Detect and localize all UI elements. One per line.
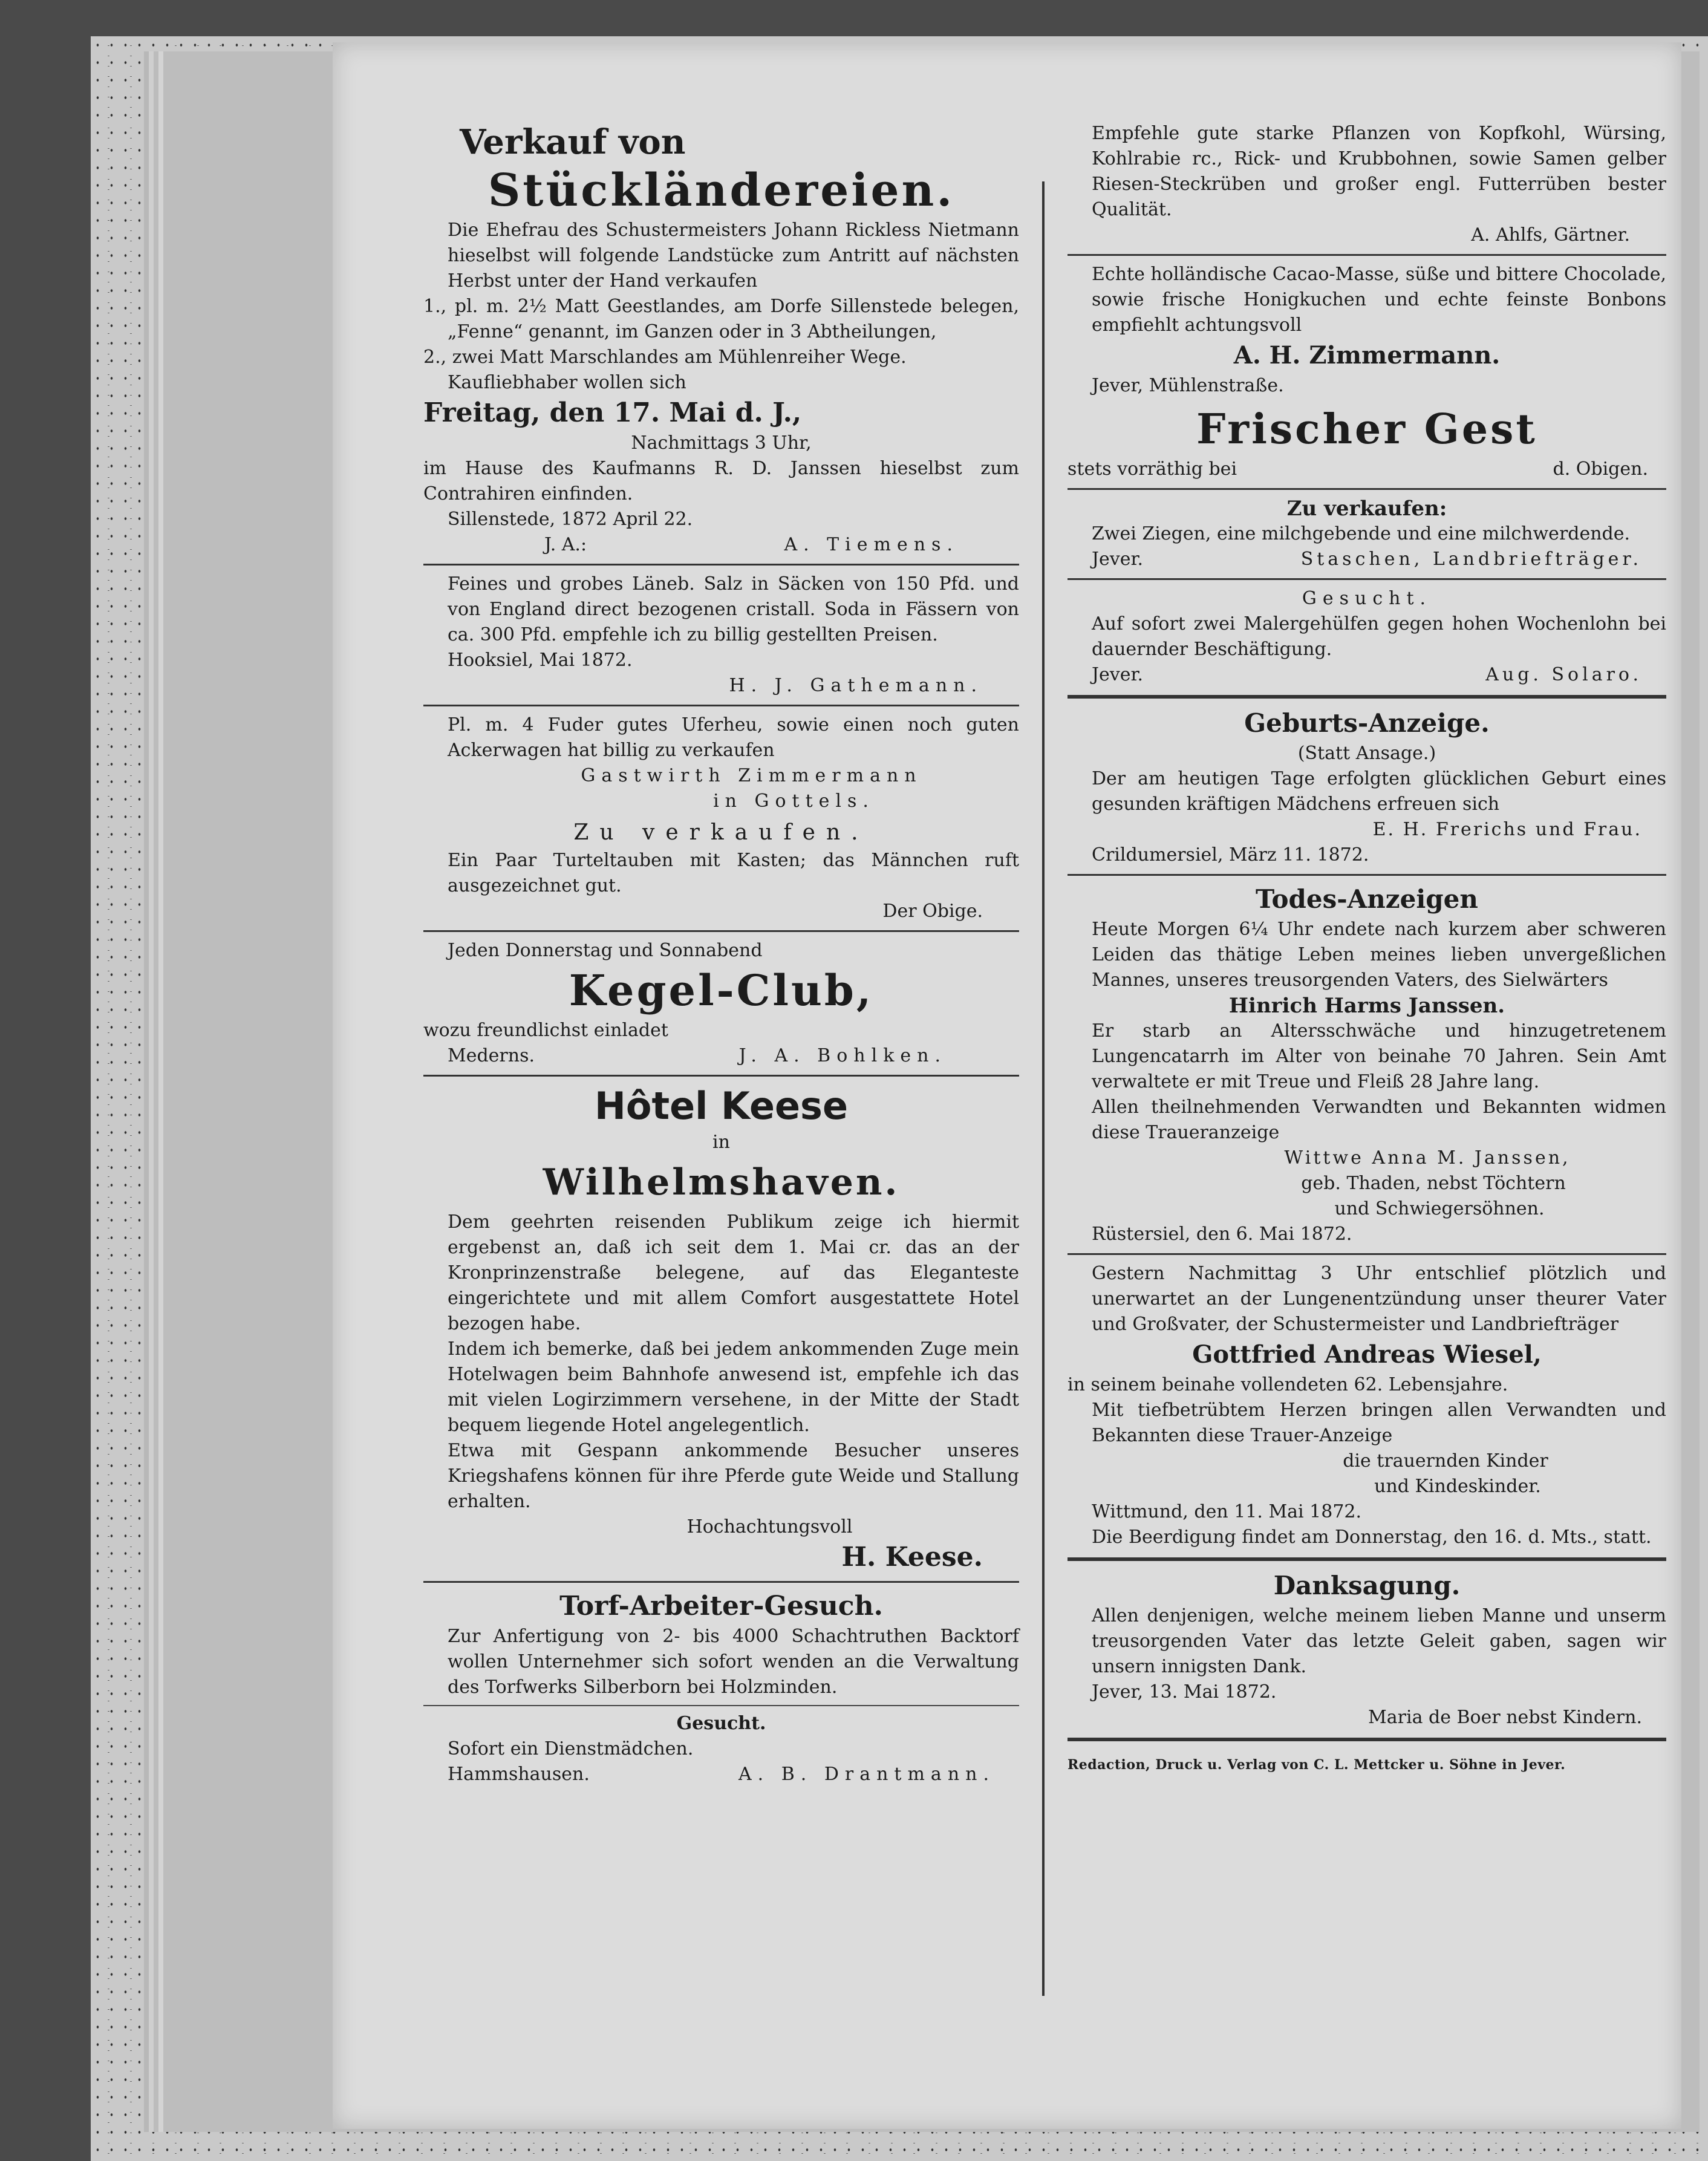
ad-todes-anzeige-janssen [1068,882,1666,1247]
sign-left: Mederns. [448,1045,535,1066]
ad-signature [1068,662,1666,688]
ad-kegel-club [423,938,1019,1069]
ad-closing: Hochachtungsvoll [686,1516,853,1537]
ad-signature-2: und Kindeskinder. [1374,1476,1541,1497]
ad-title: Gesucht. [676,1713,766,1734]
ad-cacao [1068,262,1666,399]
rule [423,705,1019,706]
rule [423,1075,1019,1077]
ad-body: Der am heutigen Tage erfolgten glücklichen Geburt eines gesunden kräftigen Mädchens erfreuen sich [1092,768,1666,815]
ad-place: im Hause des Kaufmanns R. D. Janssen hieselbst zum Contrahiren einfinden. [423,458,1019,504]
ad-signature [423,532,1019,558]
ad-headline: Geburts-Anzeige. [1244,708,1490,738]
ad-body: Ein Paar Turteltauben mit Kasten; das Männchen ruft ausgezeichnet gut. [448,850,1019,896]
ad-paragraph-1: Gestern Nachmittag 3 Uhr entschlief plötzlich und unerwartet an der Lungenentzündung unser theurer Vater und Großvater, der Schustermeister und Landbriefträger [1092,1263,1666,1335]
ad-pflanzen [1068,121,1666,248]
imprint-footer: Redaction, Druck u. Verlag von C. L. Mettcker u. Söhne in Jever. [1068,1757,1566,1773]
ad-dienstmaedchen [423,1711,1019,1787]
rule [1068,254,1666,256]
ad-body: Zwei Ziegen, eine milchgebende und eine milchwerdende. [1092,523,1631,544]
ad-title: Verkauf von [460,122,686,162]
sign-left: Jever. [1092,549,1144,570]
ad-signature-3: und Schwiegersöhnen. [1334,1198,1545,1219]
ad-paragraph-1: Heute Morgen 6¼ Uhr endete nach kurzem aber schweren Leiden das thätige Leben meines lieben unvergeßlichen Mannes, unseres treusorgenden Vaters, des Sielwärters [1092,919,1666,991]
ad-headline: Frischer Gest [1196,405,1537,454]
ad-signature-2: in Gottels. [713,790,875,812]
ad-city: Wilhelmshaven. [543,1161,900,1204]
ad-headline: Danksagung. [1273,1571,1461,1600]
rule [423,930,1019,932]
rule [1068,1253,1666,1255]
ad-signature [423,1043,1019,1069]
ad-headline: Hôtel Keese [594,1084,848,1128]
ad-headline: Stückländereien. [487,165,955,217]
rule [1068,695,1666,699]
ad-paragraph-1: Dem geehrten reisenden Publikum zeige ich hiermit ergebenst an, daß ich seit dem 1. Mai cr. das an der Kronprinzenstraße belegene, auf das Eleganteste eingerichtete und mit allem Comfort ausgestattete Hotel bezogen habe. [448,1211,1019,1334]
ad-kauf: Kaufliebhaber wollen sich [448,372,686,393]
ad-paragraph-3: Etwa mit Gespann ankommende Besucher unseres Kriegshafens können für ihre Pferde gute Weide und Stallung erhalten. [448,1440,1019,1512]
ad-title: Zu verkaufen: [1286,497,1447,521]
ad-signature: Maria de Boer nebst Kindern. [1368,1707,1642,1728]
ad-signature-1: die trauernden Kinder [1343,1450,1548,1472]
ad-malergehuelfen [1068,586,1666,688]
ad-signature: A. H. Zimmermann. [1233,341,1501,370]
ad-signature-1: Wittwe Anna M. Janssen, [1284,1147,1571,1169]
ad-signature [1068,547,1666,572]
ad-date: Freitag, den 17. Mai d. J., [423,397,802,428]
ad-signature: E. H. Frerichs und Frau. [1372,819,1642,840]
ad-todes-anzeige-wiesel [1068,1261,1666,1550]
ad-body: Die Ehefrau des Schustermeisters Johann Rickless Nietmann hieselbst will folgende Landstücke zum Antritt auf nächsten Herbst unter der Hand verkaufen [448,220,1019,292]
left-column [423,121,1019,1791]
ad-headline: Torf-Arbeiter-Gesuch. [559,1591,883,1622]
ad-body: Pl. m. 4 Fuder gutes Uferheu, sowie einen noch guten Ackerwagen hat billig zu verkaufen [448,714,1019,761]
sign-left: Jever. [1092,664,1144,685]
ad-body: Allen denjenigen, welche meinem lieben Manne und unserm treusorgenden Vater das letzte Geleit gaben, sagen wir unsern innigsten Dank. [1092,1605,1666,1677]
ad-intro: Jeden Donnerstag und Sonnabend [448,940,763,961]
ad-signature-1: Gastwirth Zimmermann [581,765,922,786]
ad-verkauf-stuecklaendereien [423,121,1019,558]
ad-torf-arbeiter [423,1589,1019,1700]
ad-frischer-gest [1068,402,1666,482]
column-divider [1042,181,1045,1996]
sign-right: A. Tiemens. [784,534,959,555]
ad-headline: Todes-Anzeigen [1256,884,1478,914]
ad-dateline: Crildumersiel, März 11. 1872. [1092,844,1369,865]
ad-headline: Kegel-Club, [569,965,874,1015]
ad-paragraph-3: Allen theilnehmenden Verwandten und Bekannten widmen diese Traueranzeige [1092,1097,1666,1143]
rule [423,1581,1019,1583]
ad-body: wozu freundlichst einladet [423,1020,668,1041]
ad-dateline: Sillenstede, 1872 April 22. [448,509,693,530]
ad-dateline: Hooksiel, Mai 1872. [448,650,633,671]
ad-dateline: Wittmund, den 11. Mai 1872. [1092,1501,1362,1522]
ad-ziegen [1068,496,1666,572]
sign-left: Hammshausen. [448,1764,590,1785]
ad-dateline: Jever, 13. Mai 1872. [1092,1681,1277,1703]
ad-signature [1068,457,1666,482]
ad-item-2: 2., zwei Matt Marschlandes am Mühlenreiher Wege. [423,347,907,368]
ad-title: Zu verkaufen. [573,820,869,845]
ad-place: Jever, Mühlenstraße. [1092,375,1284,396]
ad-name: Hinrich Harms Janssen. [1228,994,1505,1018]
ad-in: in [712,1132,730,1153]
ad-paragraph-2: Indem ich bemerke, daß bei jedem ankommenden Zuge mein Hotelwagen beim Bahnhofe anwesend ist, empfehle ich das mit vielen Logirzimmern versehene, in der Mitte der Stadt bequem liegende Hotel angelegentlich. [448,1338,1019,1436]
ad-body: Zur Anfertigung von 2- bis 4000 Schachtruthen Backtorf wollen Unternehmer sich sofort wenden an die Verwaltung des Torfwerks Silberborn bei Holzminden. [448,1626,1019,1698]
ad-turteltauben [423,818,1019,924]
ad-sub: (Statt Ansage.) [1297,743,1436,764]
ad-time: Nachmittags 3 Uhr, [631,432,812,454]
sign-left: stets vorräthig bei [1068,458,1237,480]
ad-body: Empfehle gute starke Pflanzen von Kopfkohl, Würsing, Kohlrabie rc., Rick- und Krubbohnen, sowie Samen gelber Riesen-Steckrüben und großer engl. Futterrüben bester Qualität. [1092,123,1666,220]
rule [1068,1557,1666,1561]
rule [1068,874,1666,876]
ad-body: Feines und grobes Läneb. Salz in Säcken von 150 Pfd. und von England direct bezogenen cristall. Soda in Fässern von ca. 300 Pfd. empfehle ich zu billig gestellten Preisen. [448,573,1019,645]
ad-signature: Der Obige. [882,901,983,922]
ad-geburts-anzeige [1068,706,1666,868]
ad-paragraph-4: Die Beerdigung findet am Donnerstag, den 16. d. Mts., statt. [1092,1527,1652,1548]
ad-body: Echte holländische Cacao-Masse, süße und bittere Chocolade, sowie frische Honigkuchen und echte feinste Bonbons empfiehlt achtungsvoll [1092,264,1666,336]
rule [1068,578,1666,580]
ad-name: Gottfried Andreas Wiesel, [1192,1340,1542,1369]
rule [1068,488,1666,490]
sign-right: J. A. Bohlken. [738,1045,947,1066]
ad-paragraph-3: Mit tiefbetrübtem Herzen bringen allen Verwandten und Bekannten diese Trauer-Anzeige [1092,1400,1666,1446]
sign-right: d. Obigen. [1553,458,1648,480]
ad-item-1: 1., pl. m. 2½ Matt Geestlandes, am Dorfe Sillenstede belegen, „Fenne“ genannt, im Ganzen oder in 3 Abtheilungen, [423,296,1019,342]
rule [423,564,1019,566]
sign-right: A. B. Drantmann. [738,1764,995,1785]
ad-signature-2: geb. Thaden, nebst Töchtern [1301,1173,1566,1194]
ad-uferheu [423,712,1019,814]
ad-dateline: Rüstersiel, den 6. Mai 1872. [1092,1224,1352,1245]
ad-paragraph-2: Er starb an Altersschwäche und hinzugetretenem Lungencatarrh im Alter von beinahe 70 Jahren. Sein Amt verwaltete er mit Treue und Fleiß 28 Jahre lang. [1092,1020,1666,1092]
ad-hotel-keese [423,1083,1019,1575]
sign-right: Aug. Solaro. [1485,664,1642,685]
ad-body: Auf sofort zwei Malergehülfen gegen hohen Wochenlohn bei dauernder Beschäftigung. [1092,613,1666,660]
ad-body: Sofort ein Dienstmädchen. [448,1738,694,1759]
ad-signature: A. Ahlfs, Gärtner. [1471,224,1630,246]
right-column [1068,121,1666,1788]
ad-title: Gesucht. [1302,588,1432,609]
sign-right: Staschen, Landbriefträger. [1300,549,1642,570]
ad-signature: H. J. Gathemann. [729,675,983,696]
sign-left: J. A.: [544,534,587,555]
ad-danksagung [1068,1568,1666,1730]
ad-signature [423,1762,1019,1787]
ad-paragraph-2: in seinem beinahe vollendeten 62. Lebensjahre. [1068,1374,1508,1395]
ad-salz [423,572,1019,699]
ad-signature: H. Keese. [841,1542,983,1573]
rule [423,1705,1019,1706]
rule [1068,1738,1666,1741]
